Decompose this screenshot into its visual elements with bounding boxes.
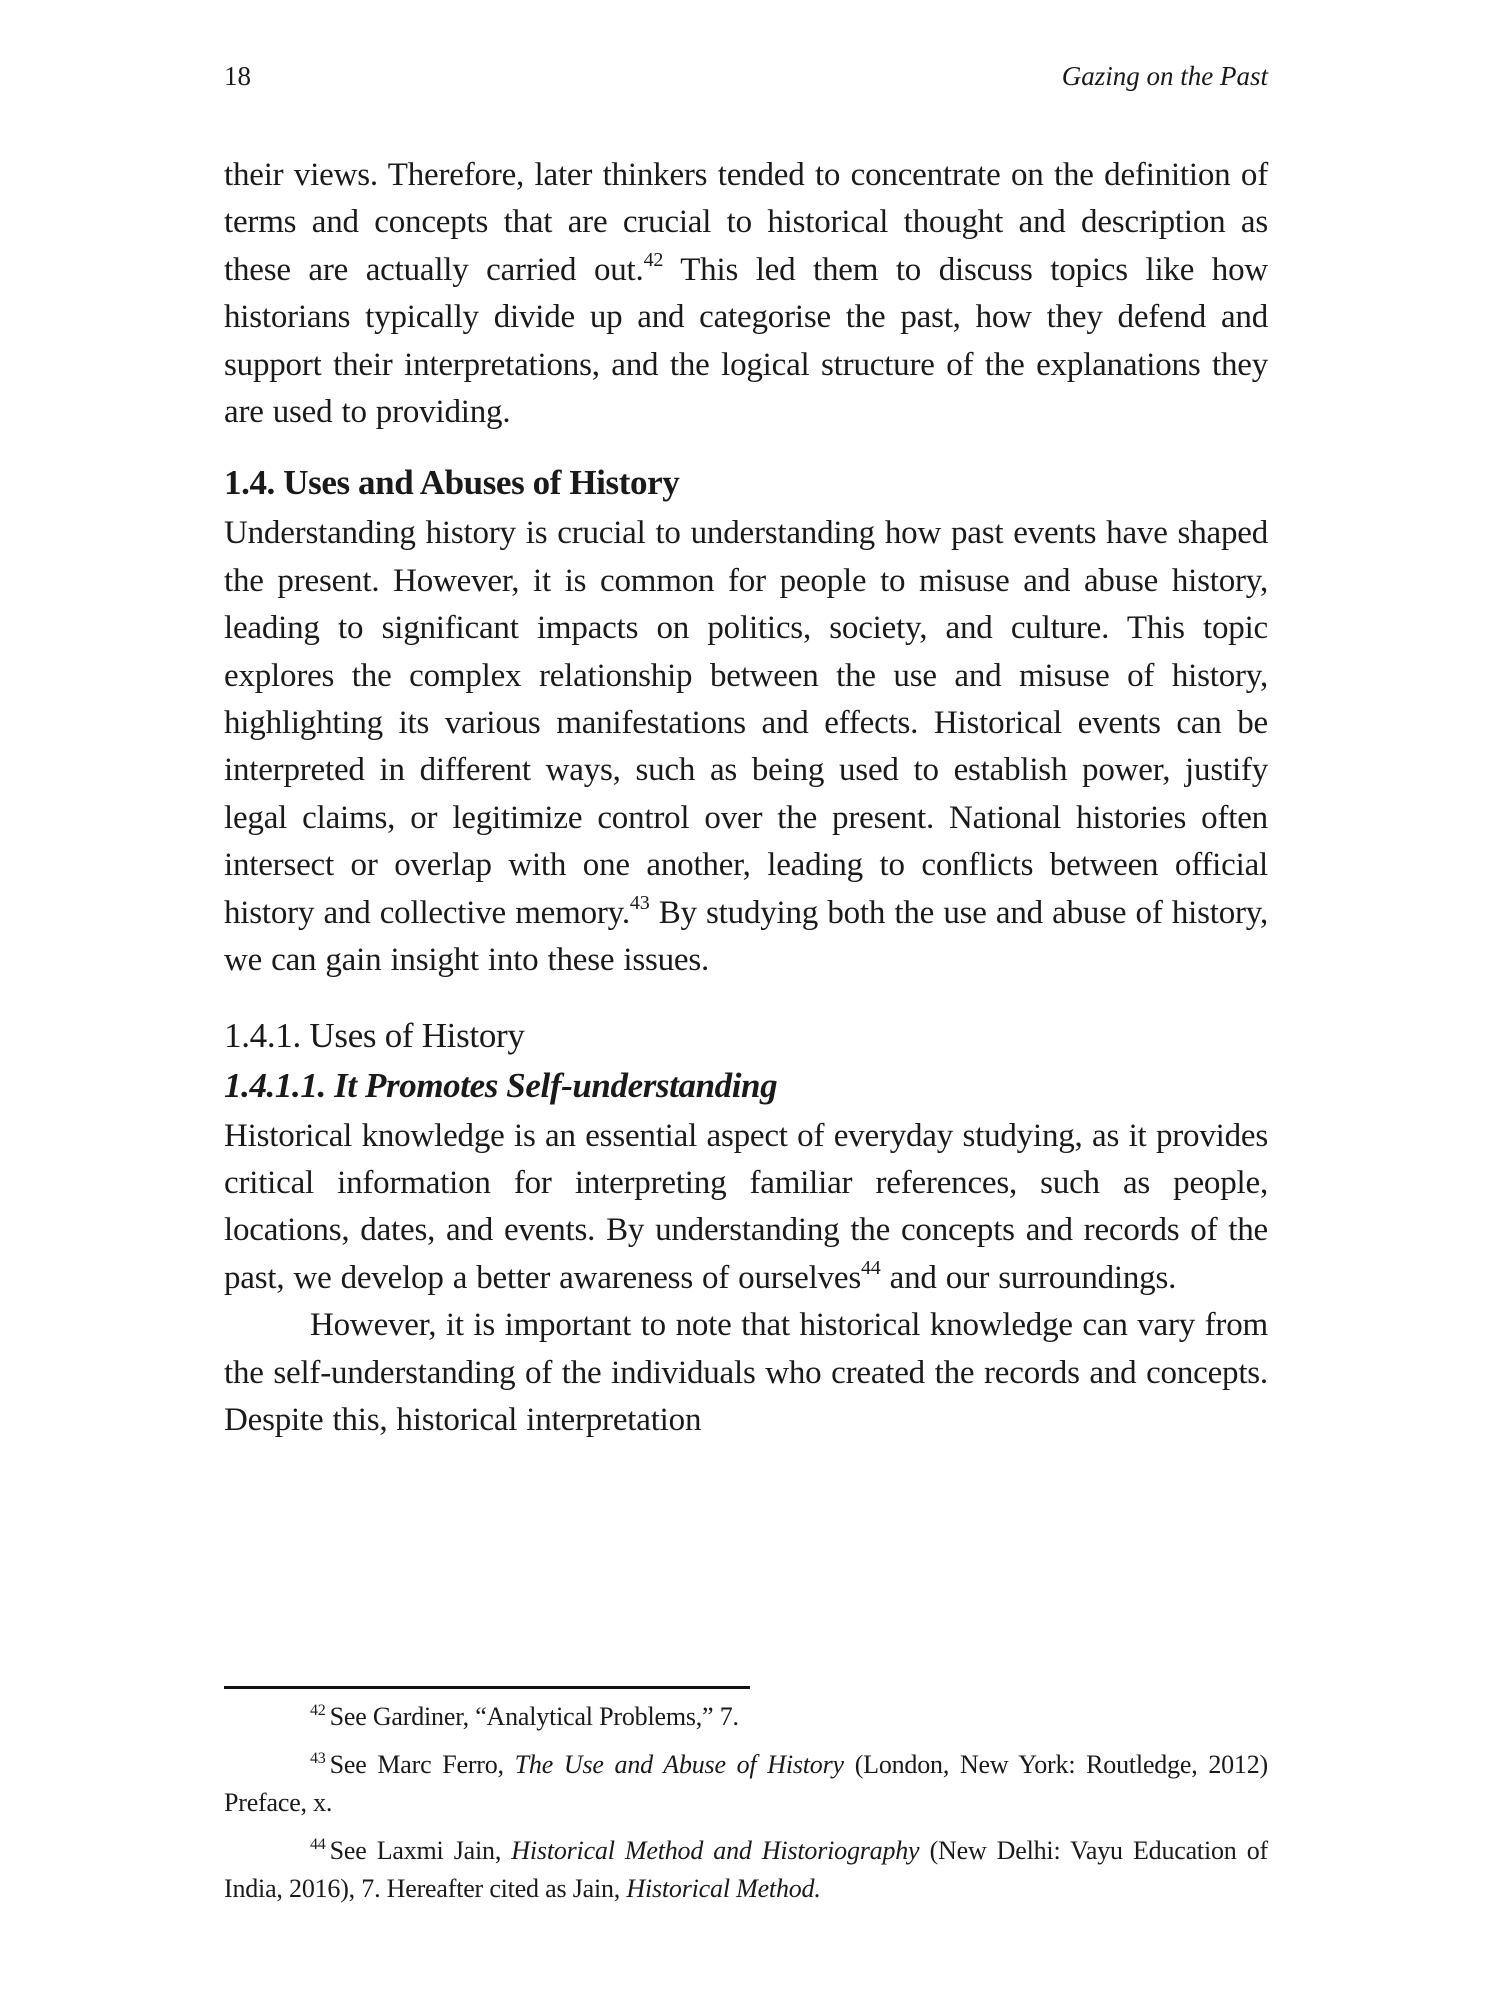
paragraph-uses-and-abuses	[224, 510, 1268, 984]
footnote-reference-42[interactable]: 42	[643, 248, 664, 271]
subsubsection-heading-1-4-1-1: 1.4.1.1. It Promotes Self-understanding	[224, 1065, 778, 1105]
section-heading-1-4: 1.4. Uses and Abuses of History	[224, 463, 680, 503]
footnote-book-title: Historical Method and Historiography	[511, 1836, 920, 1865]
footnote-number: 42	[310, 1702, 326, 1720]
running-title: Gazing on the Past	[1061, 61, 1268, 91]
paragraph-text: their views. Therefore, later thinkers tended to concentrate on the definition of terms and concepts that are crucial to historical thought and description as these are actually carried out.	[224, 157, 1268, 288]
paragraph-text: By studying both the use and abuse of history, we can gain insight into these issues.	[224, 894, 1268, 979]
page-number: 18	[224, 61, 251, 91]
paragraph-text: Understanding history is crucial to understanding how past events have shaped the present. However, it is common for people to misuse and abuse history, leading to significant impacts on politics, society, and culture. This topic explores the complex relationship between the use and misuse of history, highlighting its various manifestations and effects. Historical events can be interpreted in different ways, such as being used to establish power, justify legal claims, or legitimize control over the present. National histories often intersect or overlap with one another, leading to conflicts between official history and collective memory.	[224, 515, 1268, 931]
footnote-42	[224, 1698, 1268, 1736]
footnote-text: (New Delhi: Vayu Education of India, 2016), 7. Hereafter cited as Jain,	[224, 1836, 1268, 1903]
footnote-number: 43	[310, 1750, 326, 1768]
paragraph-however: However, it is important to note that historical knowledge can vary from the self-understanding of the individuals who created the records and concepts. Despite this, historical interpretation	[224, 1307, 1268, 1438]
footnote-44	[224, 1832, 1268, 1908]
footnote-text: See Marc Ferro,	[329, 1750, 515, 1779]
paragraph-text: This led them to discuss topics like how historians typically divide up and categorise the past, how they defend and support their interpretations, and the logical structure of the explanations they are used to providing.	[224, 251, 1269, 431]
footnote-book-title: The Use and Abuse of History	[514, 1750, 844, 1779]
paragraph-self-understanding	[224, 1113, 1268, 1303]
footnote-divider	[224, 1686, 750, 1689]
footnote-43	[224, 1746, 1268, 1822]
footnote-text: See Laxmi Jain,	[329, 1836, 512, 1865]
footnote-reference-43[interactable]: 43	[629, 891, 650, 914]
subsection-heading-1-4-1: 1.4.1. Uses of History	[224, 1015, 525, 1055]
running-header	[224, 56, 1268, 96]
footnote-number: 44	[310, 1836, 326, 1854]
footnote-text: (London, New York: Routledge, 2012) Preface, x.	[224, 1750, 1268, 1817]
footnote-text: See Gardiner, “Analytical Problems,” 7.	[329, 1702, 739, 1731]
paragraph-continuation	[224, 152, 1268, 436]
footnotes	[224, 1698, 1268, 1918]
body-text	[224, 152, 1268, 1444]
footnote-short-title: Historical Method.	[626, 1874, 821, 1903]
footnote-reference-44[interactable]: 44	[861, 1256, 881, 1279]
paragraph-text: and our surroundings.	[880, 1259, 1177, 1296]
paragraph-text: Historical knowledge is an essential aspect of everyday studying, as it provides critical information for interpreting familiar references, such as people, locations, dates, and events. By understanding the concepts and records of the past, we develop a better awareness of ourselves	[224, 1117, 1268, 1296]
